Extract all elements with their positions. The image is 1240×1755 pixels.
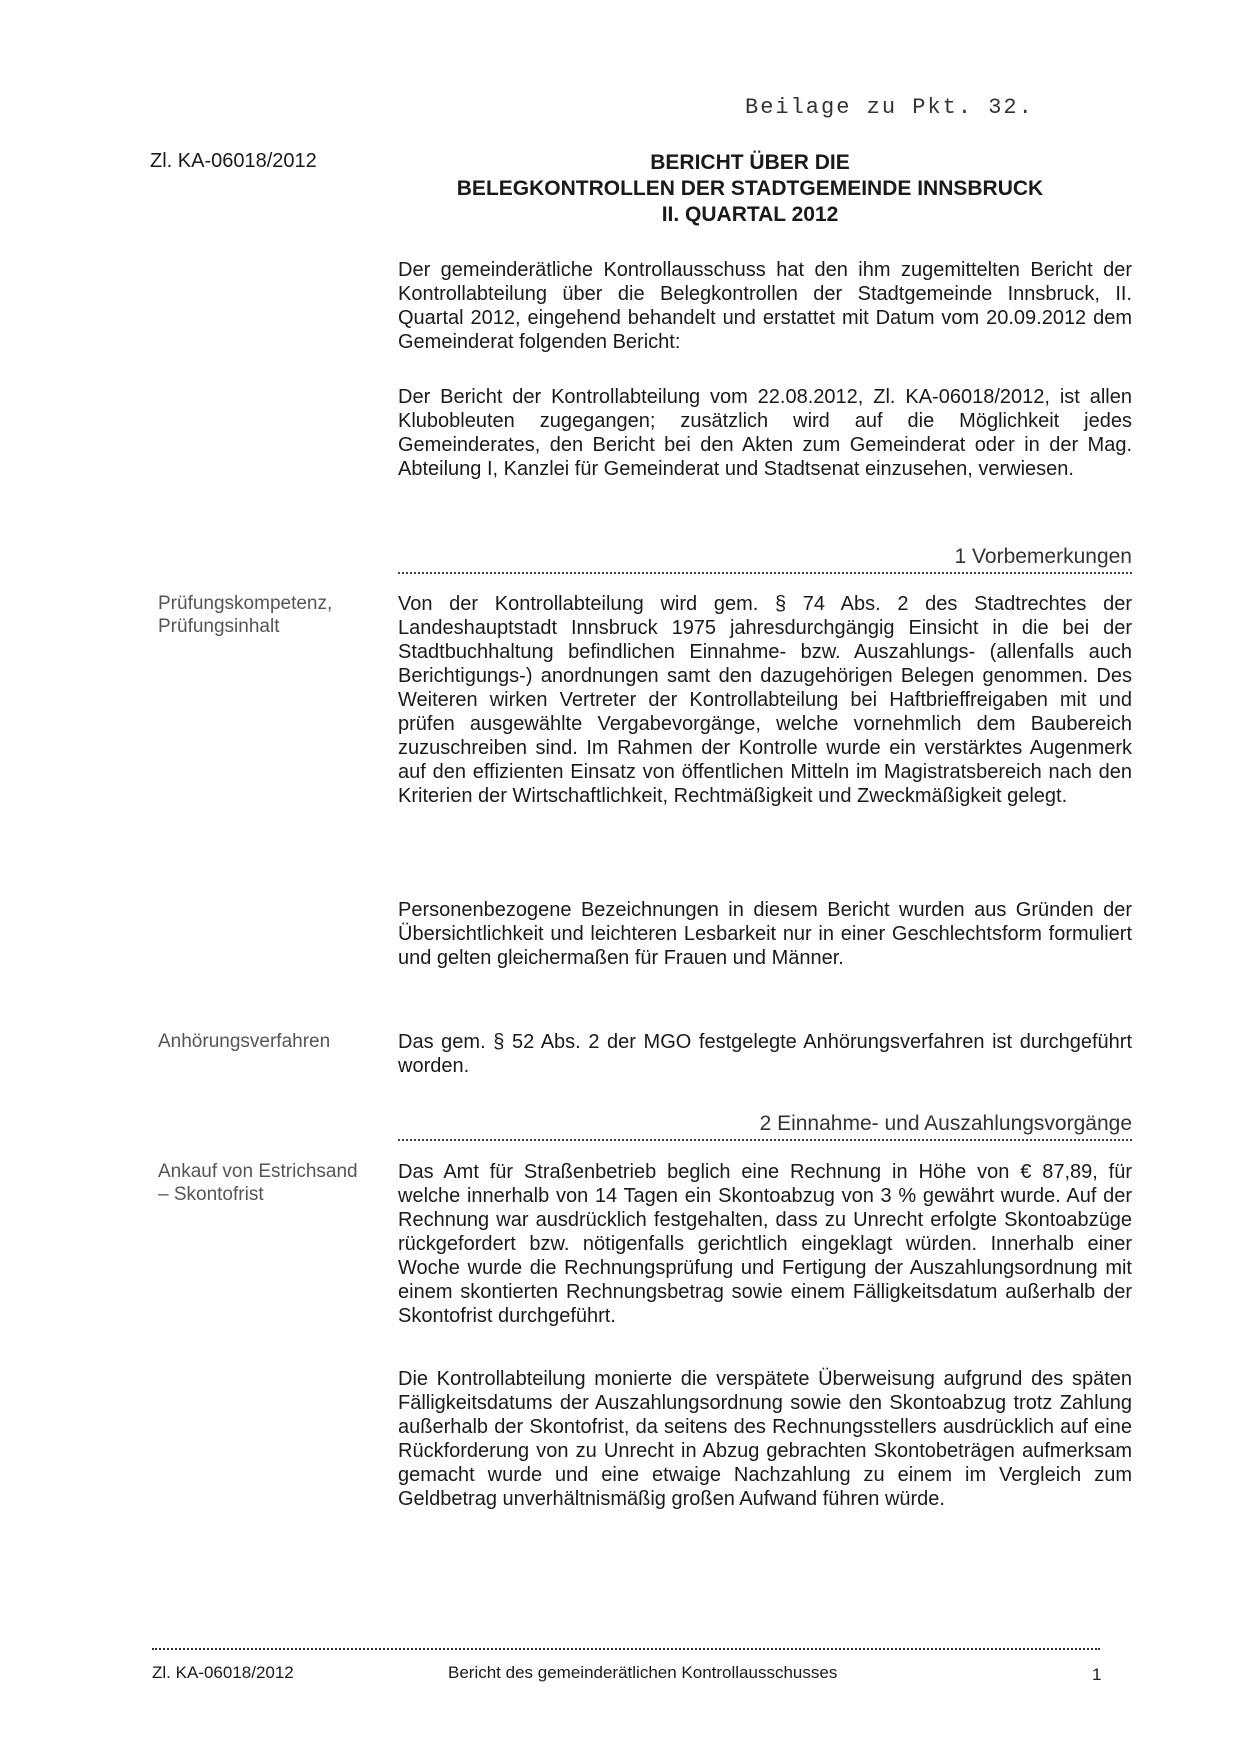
section-1-divider [398,572,1132,574]
intro-paragraph-2: Der Bericht der Kontrollabteilung vom 22.08.2012, Zl. KA-06018/2012, ist allen Klubobleuten zugegangen; zusätzlich wird auf die Möglichkeit jedes Gemeinderates, den Bericht bei den Akten zum Gemeinderat oder in der Mag. Abteilung I, Kanzlei für Gemeinderat und Stadtsenat einzusehen, verwiesen. [398,386,1132,480]
title-line-1: BERICHT ÜBER DIE [650,151,850,174]
margin-note-pruefungskompetenz: Prüfungskompetenz, Prüfungsinhalt [158,593,333,637]
intro-paragraph-1: Der gemeinderätliche Kontrollausschuss hat den ihm zugemittelten Bericht der Kontrollabteilung über die Belegkontrollen der Stadtgemeinde Innsbruck, II. Quartal 2012, eingehend behandelt und erstattet mit Datum vom 20.09.2012 dem Gemeinderat folgenden Bericht: [398,259,1132,353]
footer-reference: Zl. KA-06018/2012 [152,1663,294,1682]
section-2-divider [398,1139,1132,1141]
section-2-paragraph-2: Die Kontrollabteilung monierte die verspätete Überweisung aufgrund des späten Fälligkeitsdatums der Auszahlungsordnung sowie den Skontoabzug trotz Zahlung außerhalb der Skontofrist, da seitens des Rechnungsstellers ausdrücklich auf eine Rückforderung von zu Unrecht in Abzug gebrachten Skontobeträgen aufmerksam gemacht wurde und eine etwaige Nachzahlung zu einem im Vergleich zum Geldbetrag unverhältnismäßig großen Aufwand führen würde. [398,1368,1132,1510]
title-line-3: II. QUARTAL 2012 [661,203,839,226]
margin-note-estrichsand: Ankauf von Estrichsand – Skontofrist [158,1161,358,1205]
margin-note-anhoerungsverfahren: Anhörungsverfahren [158,1031,331,1052]
title-line-2: BELEGKONTROLLEN DER STADTGEMEINDE INNSBRUCK [456,177,1044,200]
section-1-paragraph-2: Personenbezogene Bezeichnungen in diesem Bericht wurden aus Gründen der Übersichtlichkeit und leichteren Lesbarkeit nur in einer Geschlechtsform formuliert und gelten gleichermaßen für Frauen und Männer. [398,899,1132,969]
section-2-heading: 2 Einnahme- und Auszahlungsvorgänge [759,1112,1132,1135]
footer-divider [152,1648,1100,1650]
reference-number: Zl. KA-06018/2012 [150,150,317,172]
section-1-paragraph-1: Von der Kontrollabteilung wird gem. § 74 Abs. 2 des Stadtrechtes der Landeshauptstadt Innsbruck 1975 jahresdurchgängig Einsicht in die bei der Stadtbuchhaltung befindlichen Einnahme- bzw. Auszahlungs- (allenfalls auch Berichtigungs-) anordnungen samt den dazugehörigen Belegen genommen. Des Weiteren wirken Vertreter der Kontrollabteilung bei Haftbrieffreigaben mit und prüfen ausgewählte Vergabevorgänge, welche vornehmlich dem Baubereich zuzuschreiben sind. Im Rahmen der Kontrolle wurde ein verstärktes Augenmerk auf den effizienten Einsatz von öffentlichen Mitteln im Magistratsbereich nach den Kriterien der Wirtschaftlichkeit, Rechtmäßigkeit und Zweckmäßigkeit gelegt. [398,593,1132,807]
attachment-label: Beilage zu Pkt. 32. [745,95,1034,120]
section-2-paragraph-1: Das Amt für Straßenbetrieb beglich eine Rechnung in Höhe von € 87,89, für welche innerhalb von 14 Tagen ein Skontoabzug von 3 % gewährt wurde. Auf der Rechnung war ausdrücklich festgehalten, dass zu Unrecht erfolgte Skontoabzüge rückgefordert bzw. nötigenfalls gerichtlich eingeklagt würden. Innerhalb einer Woche wurde die Rechnungsprüfung und Fertigung der Auszahlungsordnung mit einem skontierten Rechnungsbetrag sowie einem Fälligkeitsdatum außerhalb der Skontofrist durchgeführt. [398,1161,1132,1327]
footer-title: Bericht des gemeinderätlichen Kontrollausschusses [448,1663,838,1682]
section-1-heading: 1 Vorbemerkungen [954,545,1132,568]
page-number: 1 [1092,1665,1102,1684]
report-title [400,150,1100,228]
section-1-paragraph-3: Das gem. § 52 Abs. 2 der MGO festgelegte Anhörungsverfahren ist durchgeführt worden. [398,1031,1132,1077]
